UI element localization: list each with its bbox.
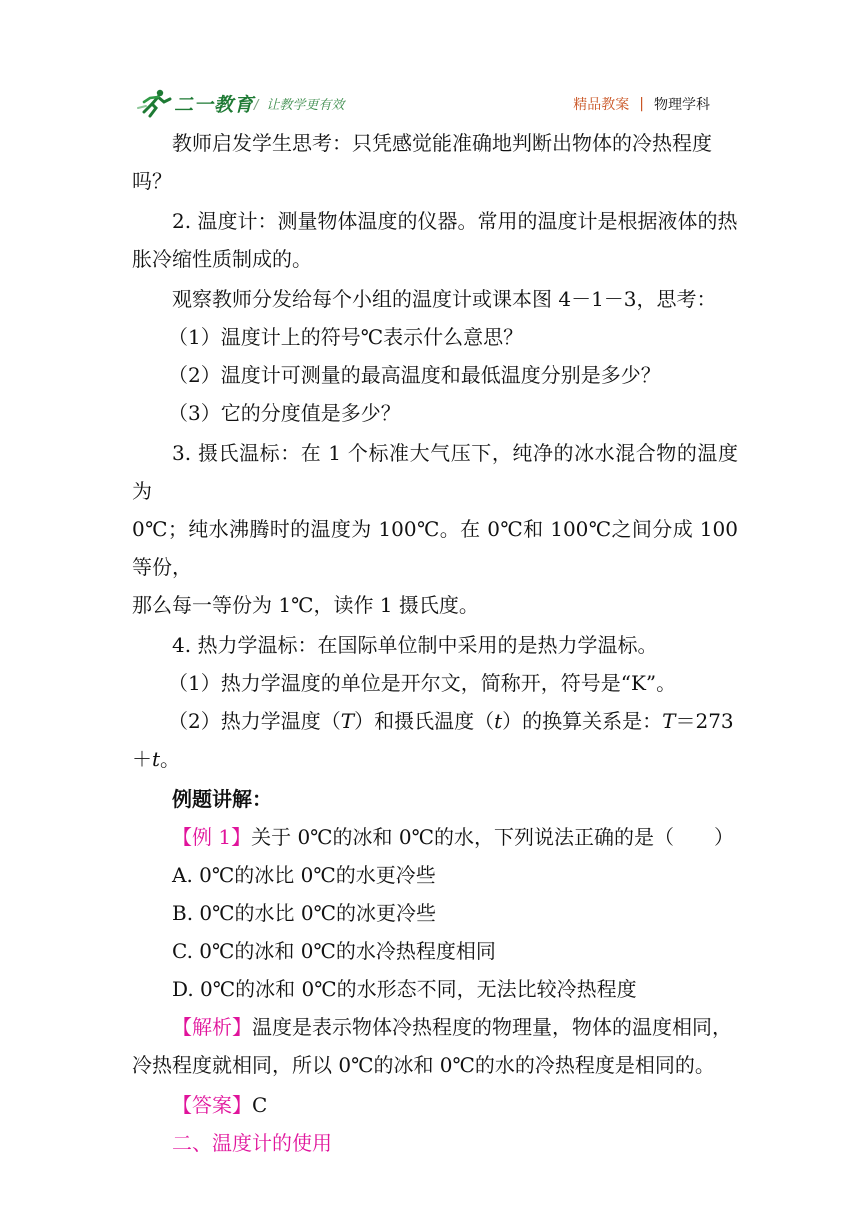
slogan-divider: /	[254, 98, 259, 113]
tag-subject: 物理学科	[654, 97, 710, 113]
example-tag: 【例 1】	[172, 825, 252, 849]
paragraph-line: 教师启发学生思考：只凭感觉能准确地判断出物体的冷热程度	[172, 131, 712, 155]
page-header	[136, 84, 716, 124]
analysis-tag: 【解析】	[172, 1015, 252, 1039]
tag-divider: |	[639, 96, 644, 112]
running-man-logo-icon	[136, 88, 172, 118]
list-item: （1）热力学温度的单位是开尔文，简称开，符号是“K”。	[168, 671, 677, 695]
logo	[136, 88, 254, 118]
paragraph-line: 4. 热力学温标：在国际单位制中采用的是热力学温标。	[172, 633, 658, 657]
question-item: （3）它的分度值是多少？	[168, 401, 401, 425]
example-question: 【例 1】关于 0℃的冰和 0℃的水，下列说法正确的是（ ）	[172, 825, 735, 849]
section-heading: 二、温度计的使用	[172, 1131, 332, 1155]
example-heading: 例题讲解：	[172, 787, 272, 811]
option-b: B. 0℃的水比 0℃的冰更冷些	[172, 901, 436, 925]
analysis-line: 【解析】温度是表示物体冷热程度的物理量，物体的温度相同，	[172, 1015, 732, 1039]
document-body	[132, 124, 738, 1162]
paragraph-line: 2. 温度计：测量物体温度的仪器。常用的温度计是根据液体的热	[172, 209, 738, 233]
question-item: （1）温度计上的符号℃表示什么意思？	[168, 325, 524, 349]
tag-lesson-plan: 精品教案	[573, 97, 630, 113]
slogan-text: 让教学更有效	[266, 98, 345, 113]
analysis-line: 冷热程度就相同，所以 0℃的冰和 0℃的水的冷热程度是相同的。	[132, 1053, 715, 1077]
paragraph-line: 3. 摄氏温标：在 1 个标准大气压下，纯净的冰水混合物的温度为	[132, 441, 738, 503]
list-item-continuation: ＋t。	[132, 747, 181, 771]
slogan	[254, 94, 344, 113]
paragraph-line: 0℃；纯水沸腾时的温度为 100℃。在 0℃和 100℃之间分成 100 等份，	[132, 517, 738, 579]
option-a: A. 0℃的冰比 0℃的水更冷些	[172, 863, 436, 887]
question-item: （2）温度计可测量的最高温度和最低温度分别是多少？	[168, 363, 661, 387]
list-item: （2）热力学温度（T）和摄氏温度（t）的换算关系是：T＝273	[168, 709, 734, 733]
option-c: C. 0℃的冰和 0℃的水冷热程度相同	[172, 939, 496, 963]
option-d: D. 0℃的冰和 0℃的水形态不同，无法比较冷热程度	[172, 977, 637, 1001]
paragraph-line: 吗？	[132, 169, 172, 193]
header-tags	[573, 94, 710, 114]
paragraph-line: 那么每一等份为 1℃，读作 1 摄氏度。	[132, 593, 479, 617]
paragraph-line: 观察教师分发给每个小组的温度计或课本图 4－1－3，思考：	[172, 287, 717, 311]
answer-tag: 【答案】	[172, 1093, 252, 1117]
answer-line: 【答案】C	[172, 1093, 268, 1117]
paragraph-line: 胀冷缩性质制成的。	[132, 247, 312, 271]
logo-text: 二一教育	[174, 93, 255, 116]
